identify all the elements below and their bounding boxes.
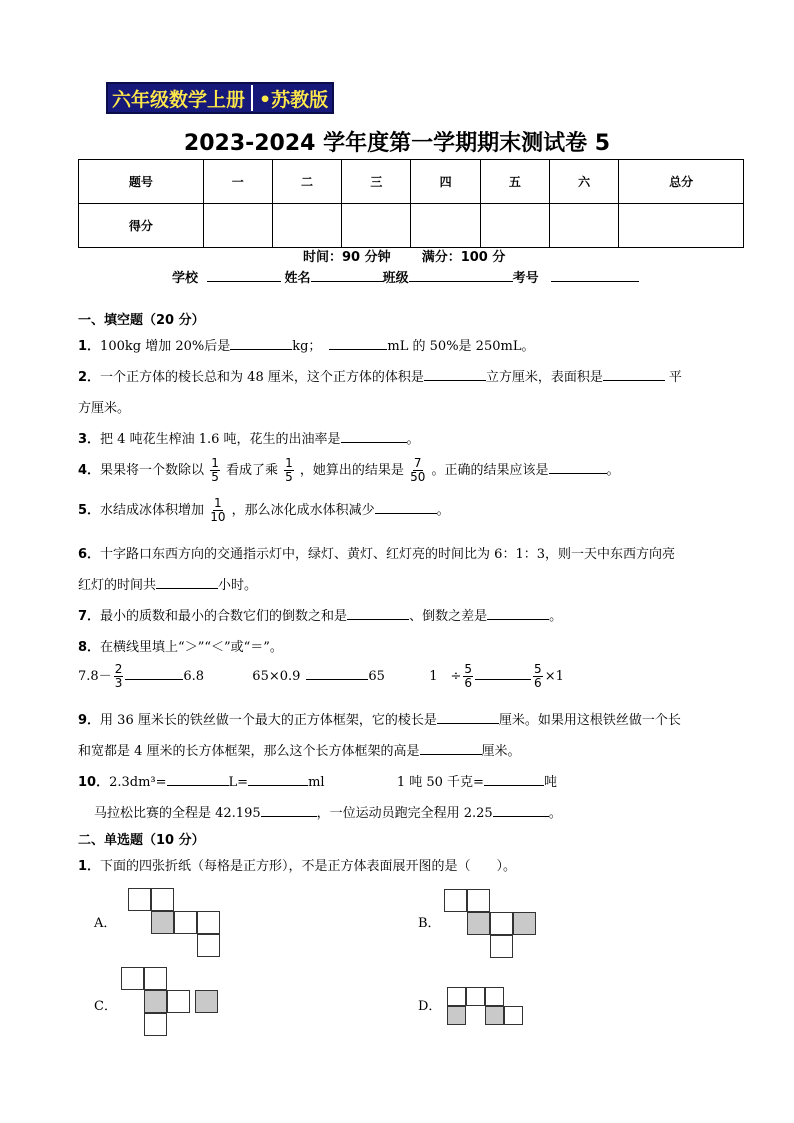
compare-blank[interactable] xyxy=(125,667,183,680)
time-limit: 时间：90 分钟 xyxy=(303,250,391,265)
banner-grade: 六年级数学上册 xyxy=(112,88,246,111)
compare-blank[interactable] xyxy=(475,667,531,680)
fraction xyxy=(533,663,543,690)
answer-blank[interactable] xyxy=(230,337,292,350)
answer-blank[interactable] xyxy=(248,773,308,786)
score-cell[interactable] xyxy=(480,204,549,248)
question-text: 。正确的结果应该是 xyxy=(431,463,549,478)
question-text: ml xyxy=(308,775,325,790)
fraction xyxy=(210,497,225,524)
question-number: 7． xyxy=(78,609,101,624)
question-text: 。 xyxy=(436,503,450,518)
denominator: 50 xyxy=(410,470,426,484)
score-header-cell: 总分 xyxy=(619,160,744,204)
question-text: 。 xyxy=(606,463,620,478)
score-cell[interactable] xyxy=(203,204,272,248)
banner-divider xyxy=(251,85,253,111)
class-field[interactable] xyxy=(409,269,513,282)
question-number: 3． xyxy=(78,432,101,447)
denominator: 6 xyxy=(464,676,473,690)
question-text: 平 xyxy=(668,370,682,385)
class-label: 班级 xyxy=(382,271,409,286)
question-1-10 xyxy=(78,771,557,790)
answer-blank[interactable] xyxy=(487,607,549,620)
full-score: 满分：100 分 xyxy=(421,250,506,265)
fraction xyxy=(463,663,473,690)
question-text: 小时。 xyxy=(218,578,258,593)
score-table xyxy=(78,159,744,248)
question-text: 立方厘米，表面积是 xyxy=(485,370,603,385)
question-number: 2． xyxy=(78,370,101,385)
numerator: 1 xyxy=(211,456,219,470)
denominator: 3 xyxy=(114,676,123,690)
question-1-9 xyxy=(78,709,681,728)
numerator: 1 xyxy=(214,496,222,510)
question-number: 5． xyxy=(78,503,101,518)
name-label: 姓名 xyxy=(284,271,311,286)
answer-blank[interactable] xyxy=(156,576,218,589)
option-c[interactable]: C． xyxy=(94,999,117,1014)
question-text: mL 的 50%是 250mL。 xyxy=(387,339,535,354)
net-diagram-b xyxy=(444,889,536,959)
denominator: 6 xyxy=(534,676,542,690)
question-1-2 xyxy=(78,366,682,385)
score-cell[interactable] xyxy=(550,204,619,248)
question-text: 、倒数之差是 xyxy=(409,609,488,624)
answer-blank[interactable] xyxy=(424,368,486,381)
numerator: 7 xyxy=(413,456,422,470)
question-1-10-cont xyxy=(94,802,562,821)
question-1-1 xyxy=(78,335,534,354)
question-1-8-items xyxy=(78,663,564,690)
question-number: 4． xyxy=(78,463,101,478)
score-row-label: 得分 xyxy=(79,204,204,248)
answer-blank[interactable] xyxy=(341,430,407,443)
question-text: 最小的质数和最小的合数它们的倒数之和是 xyxy=(100,609,348,624)
fraction xyxy=(114,663,124,690)
score-cell[interactable] xyxy=(619,204,744,248)
page-title: 2023-2024 学年度第一学期期末测试卷 5 xyxy=(183,131,611,156)
question-number: 8． xyxy=(78,640,101,655)
question-number: 1． xyxy=(78,339,101,354)
question-text: 水结成冰体积增加 xyxy=(100,503,205,518)
answer-blank[interactable] xyxy=(375,501,437,514)
question-text: ，一位运动员跑完全程用 2.25 xyxy=(316,806,493,821)
answer-blank[interactable] xyxy=(167,773,229,786)
answer-blank[interactable] xyxy=(347,607,409,620)
numerator: 1 xyxy=(285,456,293,470)
question-text: 果果将一个数除以 xyxy=(100,463,205,478)
question-2-1 xyxy=(78,855,516,874)
question-text: 一个正方体的棱长总和为 48 厘米，这个正方体的体积是 xyxy=(100,370,424,385)
fraction xyxy=(210,457,220,484)
question-1-5 xyxy=(78,497,450,524)
question-text: ，那么冰化成水体积减少 xyxy=(231,503,375,518)
option-a[interactable]: A． xyxy=(94,916,117,931)
question-text: 厘米。如果用这根铁丝做一个长 xyxy=(498,713,681,728)
compare-expr: 65 xyxy=(368,669,385,684)
fraction xyxy=(410,457,425,484)
name-field[interactable] xyxy=(311,269,383,282)
question-text: 100kg 增加 20%后是 xyxy=(100,339,231,354)
score-header-cell: 题号 xyxy=(79,160,204,204)
school-field[interactable] xyxy=(207,269,281,282)
score-header-cell: 四 xyxy=(411,160,480,204)
banner-edition: •苏教版 xyxy=(259,88,329,111)
section2-heading: 二、单选题（10 分） xyxy=(78,833,205,848)
question-text: 吨 xyxy=(543,775,557,790)
question-text: 把 4 吨花生榨油 1.6 吨，花生的出油率是 xyxy=(100,432,341,447)
option-d[interactable]: D． xyxy=(418,999,442,1014)
numerator: 2 xyxy=(114,662,123,676)
answer-blank[interactable] xyxy=(420,742,482,755)
question-number: 9． xyxy=(78,713,101,728)
compare-expr: 7.8－ xyxy=(78,669,112,684)
compare-expr: 1 ÷ xyxy=(429,669,462,684)
question-1-7 xyxy=(78,605,562,624)
score-header-cell: 五 xyxy=(480,160,549,204)
score-cell[interactable] xyxy=(342,204,411,248)
question-1-2-cont: 方厘米。 xyxy=(78,401,131,416)
score-header-row xyxy=(79,160,744,204)
question-text: 在横线里填上“＞”“＜”或“＝”。 xyxy=(100,640,283,655)
compare-expr: ×1 xyxy=(544,669,564,684)
section1-heading: 一、填空题（20 分） xyxy=(78,313,205,328)
exam-time-line xyxy=(303,246,505,265)
answer-blank[interactable] xyxy=(484,773,544,786)
question-text: 用 36 厘米长的铁丝做一个最大的正方体框架，它的棱长是 xyxy=(100,713,437,728)
question-text: 下面的四张折纸（每格是正方形），不是正方体表面展开图的是（ ）。 xyxy=(100,859,517,874)
question-1-4 xyxy=(78,457,620,484)
school-label: 学校 xyxy=(172,271,199,286)
compare-blank[interactable] xyxy=(306,667,368,680)
fraction xyxy=(284,457,294,484)
answer-blank[interactable] xyxy=(437,711,499,724)
option-b[interactable]: B． xyxy=(418,916,441,931)
question-text: 十字路口东西方向的交通指示灯中，绿灯、黄灯、红灯亮的时间比为 6：1：3，则一天中东西方向亮 xyxy=(100,547,675,562)
net-diagram-c xyxy=(121,967,221,1037)
numerator: 5 xyxy=(534,662,542,676)
compare-expr: 65×0.9 xyxy=(252,669,301,684)
student-info-line xyxy=(172,267,639,286)
score-cell[interactable] xyxy=(411,204,480,248)
exam-no-field[interactable] xyxy=(551,269,639,282)
question-text: 2.3dm³= xyxy=(109,775,167,790)
question-text: kg； xyxy=(292,339,322,354)
question-1-6-cont xyxy=(78,574,257,593)
numerator: 5 xyxy=(464,662,473,676)
answer-blank[interactable] xyxy=(493,804,549,817)
question-1-3 xyxy=(78,428,420,447)
exam-no-label: 考号 xyxy=(512,271,539,286)
question-text: 和宽都是 4 厘米的长方体框架，那么这个长方体框架的高是 xyxy=(78,744,420,759)
question-text: ，她算出的结果是 xyxy=(299,463,404,478)
denominator: 10 xyxy=(210,510,226,524)
score-header-cell: 二 xyxy=(272,160,341,204)
net-diagram-a xyxy=(128,888,229,958)
score-header-cell: 一 xyxy=(203,160,272,204)
question-text: 。 xyxy=(548,806,562,821)
answer-blank[interactable] xyxy=(549,461,607,474)
question-number: 1． xyxy=(78,859,101,874)
question-1-6 xyxy=(78,543,675,562)
question-1-9-cont xyxy=(78,740,521,759)
compare-expr: 6.8 xyxy=(183,669,205,684)
denominator: 5 xyxy=(285,470,293,484)
question-text: 厘米。 xyxy=(481,744,521,759)
score-cell[interactable] xyxy=(272,204,341,248)
score-row xyxy=(79,204,744,248)
answer-blank[interactable] xyxy=(603,368,665,381)
denominator: 5 xyxy=(211,470,219,484)
answer-blank[interactable] xyxy=(261,804,317,817)
question-text: 红灯的时间共 xyxy=(78,578,157,593)
question-text: 。 xyxy=(406,432,420,447)
question-1-8 xyxy=(78,636,283,655)
question-text: 1 吨 50 千克= xyxy=(396,775,484,790)
question-text: 马拉松比赛的全程是 42.195 xyxy=(94,806,261,821)
score-header-cell: 三 xyxy=(342,160,411,204)
question-text: 。 xyxy=(549,609,563,624)
grade-banner xyxy=(106,82,334,114)
question-number: 10． xyxy=(78,775,110,790)
net-diagram-d xyxy=(447,987,523,1027)
question-text: 看成了乘 xyxy=(225,463,278,478)
question-text: L= xyxy=(228,775,249,790)
question-number: 6． xyxy=(78,547,101,562)
score-header-cell: 六 xyxy=(550,160,619,204)
answer-blank[interactable] xyxy=(329,337,387,350)
